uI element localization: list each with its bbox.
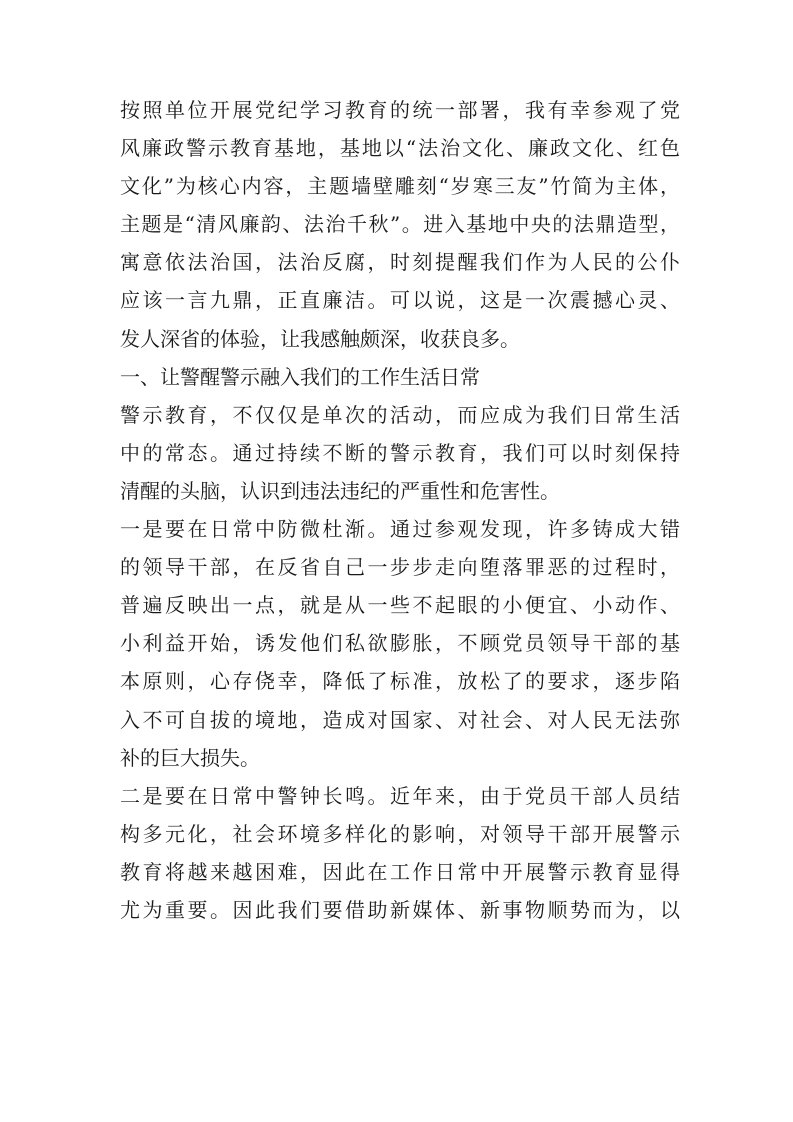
text-line: 的领导干部，在反省自己一步步走向堕落罪恶的过程时， — [120, 555, 680, 580]
text-line: 按照单位开展党纪学习教育的统一部署，我有幸参观了党 — [120, 98, 680, 122]
text-line: 补的巨大损失。 — [120, 745, 260, 770]
text-line: 本原则，心存侥幸，降低了标准，放松了的要求，逐步陷 — [120, 669, 680, 694]
text-line: 发人深省的体验，让我感触颇深，收获良多。 — [120, 326, 520, 351]
text-line: 中的常态。通过持续不断的警示教育，我们可以时刻保持 — [120, 440, 680, 465]
text-line: 主题是“清风廉韵、法治千秋”。进入基地中央的法鼎造型， — [120, 212, 680, 237]
text-line: 入不可自拔的境地，造成对国家、对社会、对人民无法弥 — [120, 707, 680, 732]
text-line: 尤为重要。因此我们要借助新媒体、新事物顺势而为，以 — [120, 897, 680, 922]
text-line: 二是要在日常中警钟长鸣。近年来，由于党员干部人员结 — [120, 783, 680, 808]
document-body — [120, 91, 680, 929]
section-heading: 一、让警醒警示融入我们的工作生活日常 — [120, 364, 480, 389]
text-line: 小利益开始，诱发他们私欲膨胀，不顾党员领导干部的基 — [120, 631, 680, 656]
text-line: 教育将越来越困难，因此在工作日常中开展警示教育显得 — [120, 859, 680, 884]
text-line: 警示教育，不仅仅是单次的活动，而应成为我们日常生活 — [120, 402, 680, 427]
text-line: 普遍反映出一点，就是从一些不起眼的小便宜、小动作、 — [120, 593, 680, 618]
text-line: 风廉政警示教育基地，基地以“法治文化、廉政文化、红色 — [120, 136, 680, 161]
text-line: 一是要在日常中防微杜渐。通过参观发现，许多铸成大错 — [120, 517, 680, 542]
text-line: 寓意依法治国，法治反腐，时刻提醒我们作为人民的公仆 — [120, 250, 680, 275]
text-line: 清醒的头脑，认识到违法违纪的严重性和危害性。 — [120, 478, 560, 503]
text-line: 构多元化，社会环境多样化的影响，对领导干部开展警示 — [120, 821, 680, 846]
text-line: 文化”为核心内容，主题墙壁雕刻“岁寒三友”竹简为主体， — [120, 174, 680, 199]
text-line: 应该一言九鼎，正直廉洁。可以说，这是一次震撼心灵、 — [120, 288, 680, 313]
